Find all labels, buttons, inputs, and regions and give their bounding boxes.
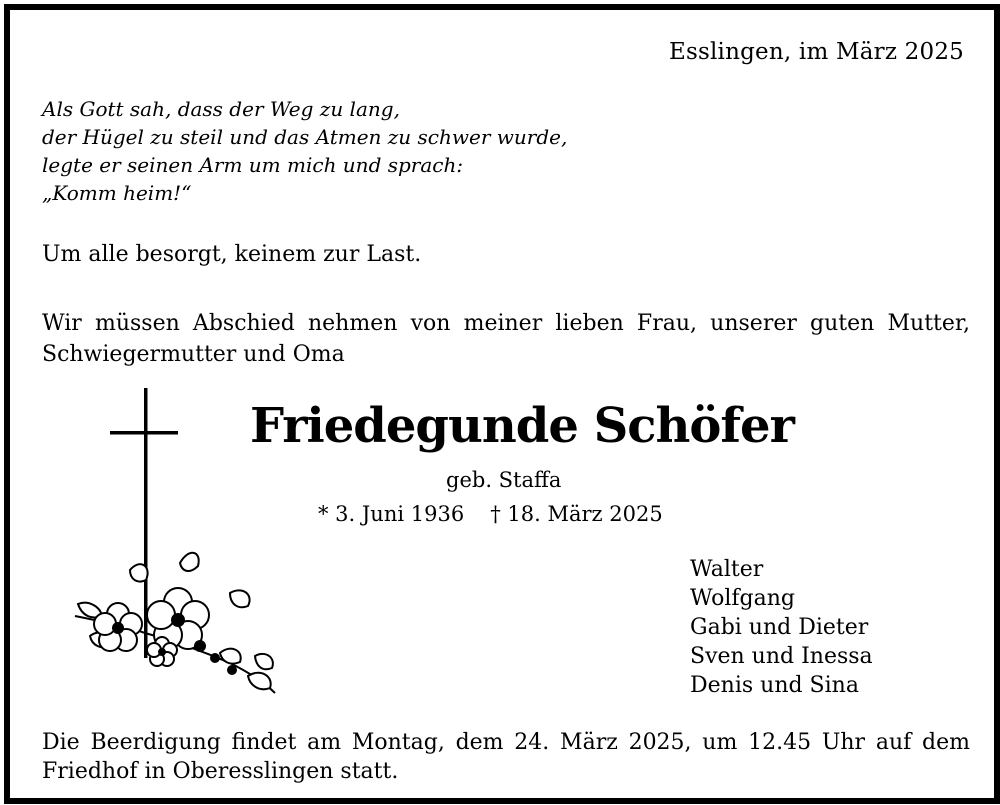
- poem-line: legte er seinen Arm um mich und sprach:: [42, 153, 464, 177]
- life-dates: [318, 502, 689, 526]
- family-list: [690, 555, 873, 700]
- family-member: Wolfgang: [690, 586, 795, 611]
- place-date: Esslingen, im März 2025: [669, 39, 964, 65]
- birth-date: * 3. Juni 1936: [318, 502, 465, 526]
- family-member: Walter: [690, 557, 764, 582]
- family-member: Denis und Sina: [690, 673, 859, 698]
- motto: Um alle besorgt, keinem zur Last.: [42, 242, 422, 267]
- maiden-name: geb. Staffa: [446, 468, 562, 492]
- obituary-frame: [4, 4, 1000, 804]
- poem: [42, 95, 567, 207]
- poem-line: „Komm heim!“: [42, 181, 192, 205]
- poem-line: der Hügel zu steil und das Atmen zu schwer wurde,: [42, 125, 568, 149]
- flower-branch-icon: [75, 553, 275, 693]
- family-member: Sven und Inessa: [690, 644, 873, 669]
- poem-line: Als Gott sah, dass der Weg zu lang,: [42, 97, 400, 121]
- deceased-name: Friedegunde Schöfer: [250, 398, 794, 454]
- family-member: Gabi und Dieter: [690, 615, 869, 640]
- intro-text: Wir müssen Abschied nehmen von meiner lieben Frau, unserer guten Mutter, Schwiegermutter und Oma: [42, 311, 970, 367]
- death-date: † 18. März 2025: [490, 502, 663, 526]
- funeral-notice: Die Beerdigung findet am Montag, dem 24. März 2025, um 12.45 Uhr auf dem Friedhof in Oberesslingen statt.: [42, 730, 970, 784]
